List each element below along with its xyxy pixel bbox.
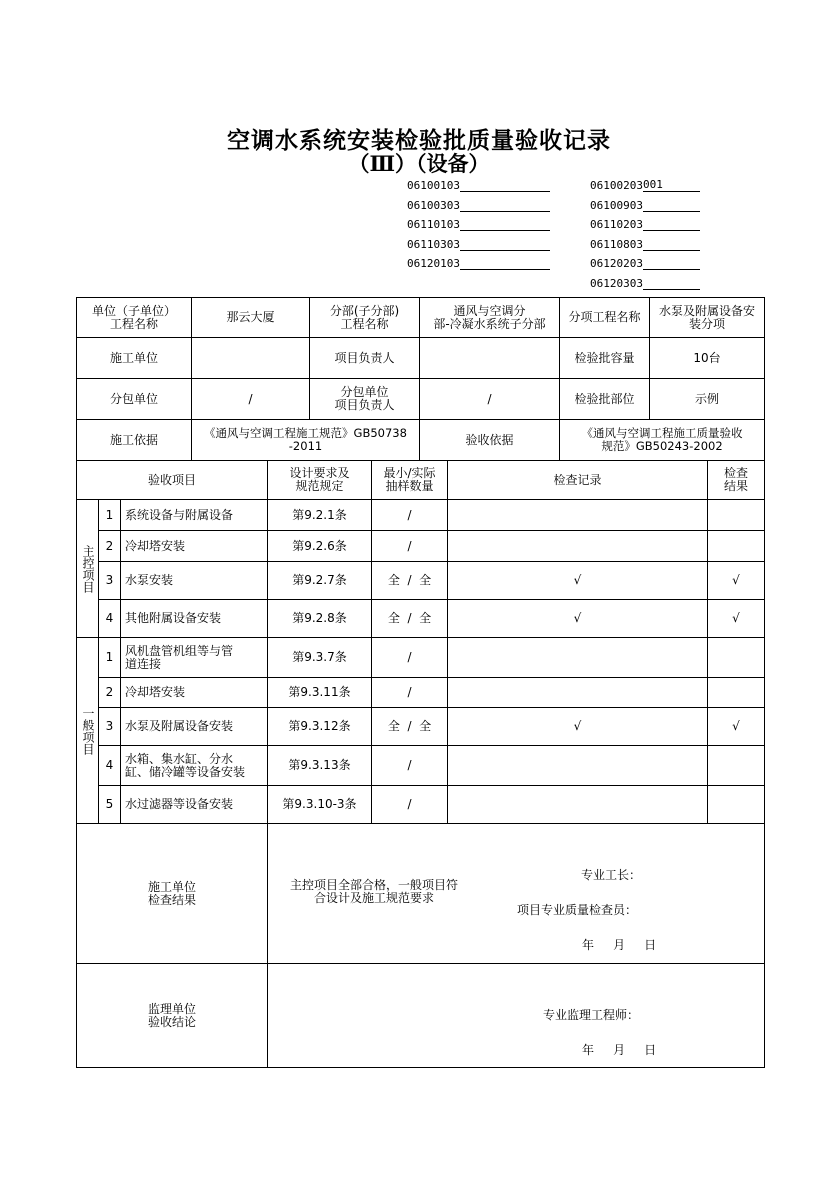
item-result: √	[708, 708, 765, 746]
subcontractor-label: 分包单位	[77, 379, 192, 420]
inspection-code-left	[407, 178, 550, 192]
code-suffix	[643, 256, 700, 270]
batch-capacity-label: 检验批容量	[560, 338, 650, 379]
item-result	[708, 786, 765, 824]
item-number: 4	[99, 746, 121, 786]
item-name: 其他附属设备安装	[121, 600, 268, 638]
inspection-code-right	[590, 256, 700, 270]
subitem-label: 分项工程名称	[560, 298, 650, 338]
construction-date: 年 月 日	[582, 938, 657, 952]
supervision-engineer-label: 专业监理工程师：	[543, 1008, 640, 1022]
item-spec: 第9.2.6条	[268, 531, 372, 562]
item-number: 1	[99, 638, 121, 678]
code-number: 06110203	[590, 218, 643, 231]
item-number: 2	[99, 531, 121, 562]
item-spec: 第9.3.7条	[268, 638, 372, 678]
item-spec: 第9.2.1条	[268, 500, 372, 531]
code-number: 06120303	[590, 276, 643, 290]
general-group-label: 一般项目	[77, 638, 99, 824]
batch-capacity-value: 10台	[650, 338, 765, 379]
code-blank-line	[460, 237, 550, 251]
item-result	[708, 638, 765, 678]
item-result: √	[708, 600, 765, 638]
col-spec-header: 设计要求及 规范规定	[268, 461, 372, 500]
item-number: 4	[99, 600, 121, 638]
item-record	[448, 746, 708, 786]
unit-value: 那云大厦	[192, 298, 310, 338]
subcontractor-value: /	[192, 379, 310, 420]
item-record: √	[448, 600, 708, 638]
table-row	[77, 638, 765, 678]
table-row	[77, 600, 765, 638]
item-spec: 第9.3.10-3条	[268, 786, 372, 824]
construction-check-label: 施工单位 检查结果	[77, 824, 268, 964]
code-suffix	[643, 198, 700, 212]
sub-pm-value: /	[420, 379, 560, 420]
item-record	[448, 678, 708, 708]
contractor-label: 施工单位	[77, 338, 192, 379]
code-suffix	[643, 217, 700, 231]
division-label: 分部(子分部) 工程名称	[310, 298, 420, 338]
item-sample: 全 / 全	[372, 708, 448, 746]
code-blank-line	[460, 178, 550, 192]
document-title: 空调水系统安装检验批质量验收记录	[227, 127, 611, 154]
code-blank-line	[460, 256, 550, 270]
item-name: 冷却塔安装	[121, 531, 268, 562]
division-value: 通风与空调分 部-冷凝水系统子分部	[420, 298, 560, 338]
code-blank-line	[460, 198, 550, 212]
code-number: 06100903	[590, 198, 643, 212]
supervision-check-content	[268, 964, 765, 1068]
header-table	[76, 297, 765, 461]
table-row	[77, 786, 765, 824]
inspection-table	[76, 460, 765, 1068]
item-spec: 第9.3.11条	[268, 678, 372, 708]
item-name: 水箱、集水缸、分水 缸、储冷罐等设备安装	[121, 746, 268, 786]
inspection-code-right	[590, 178, 700, 192]
item-name: 风机盘管机组等与管 道连接	[121, 638, 268, 678]
inspection-code-right	[590, 237, 700, 251]
item-sample: /	[372, 500, 448, 531]
item-spec: 第9.2.7条	[268, 562, 372, 600]
inspection-code-right	[590, 198, 700, 212]
code-number: 06110803	[590, 237, 643, 251]
main-control-group-label: 主控项目	[77, 500, 99, 638]
inspection-code-right	[590, 276, 700, 290]
item-name: 冷却塔安装	[121, 678, 268, 708]
item-number: 1	[99, 500, 121, 531]
item-name: 水泵及附属设备安装	[121, 708, 268, 746]
item-record	[448, 638, 708, 678]
sub-pm-label: 分包单位 项目负责人	[310, 379, 420, 420]
code-suffix	[643, 276, 700, 290]
code-blank-line	[460, 217, 550, 231]
foreman-label: 专业工长：	[581, 868, 642, 882]
item-spec: 第9.2.8条	[268, 600, 372, 638]
document-subtitle: （Ⅲ）（设备）	[348, 151, 490, 176]
table-row	[77, 562, 765, 600]
table-row	[77, 531, 765, 562]
item-name: 系统设备与附属设备	[121, 500, 268, 531]
unit-label: 单位（子单位） 工程名称	[77, 298, 192, 338]
code-number: 06120103	[407, 257, 460, 270]
col-result-header: 检查 结果	[708, 461, 765, 500]
pm-value	[420, 338, 560, 379]
table-row	[77, 500, 765, 531]
basis-label: 施工依据	[77, 420, 192, 461]
item-record: √	[448, 562, 708, 600]
code-number: 06100203	[590, 179, 643, 192]
item-sample: /	[372, 638, 448, 678]
col-record-header: 检查记录	[448, 461, 708, 500]
code-number: 06110303	[407, 237, 460, 251]
item-sample: /	[372, 746, 448, 786]
item-sample: /	[372, 531, 448, 562]
col-item-header: 验收项目	[77, 461, 268, 500]
acceptance-basis-value: 《通风与空调工程施工质量验收 规范》GB50243-2002	[560, 420, 765, 461]
contractor-value	[192, 338, 310, 379]
item-result	[708, 678, 765, 708]
supervision-date: 年 月 日	[582, 1043, 657, 1057]
construction-check-content	[268, 824, 765, 964]
subitem-value: 水泵及附属设备安 装分项	[650, 298, 765, 338]
item-result	[708, 531, 765, 562]
item-result	[708, 500, 765, 531]
item-record	[448, 500, 708, 531]
item-spec: 第9.3.13条	[268, 746, 372, 786]
inspection-code-left	[407, 198, 550, 212]
batch-location-value: 示例	[650, 379, 765, 420]
item-sample: 全 / 全	[372, 600, 448, 638]
code-number: 06100303	[407, 198, 460, 212]
construction-check-row	[77, 824, 765, 964]
supervision-check-row	[77, 964, 765, 1068]
item-name: 水泵安装	[121, 562, 268, 600]
code-number: 06110103	[407, 218, 460, 231]
construction-conclusion: 主控项目全部合格，一般项目符 合设计及施工规范要求	[289, 878, 458, 905]
item-sample: /	[372, 678, 448, 708]
code-number: 06120203	[590, 257, 643, 270]
item-record	[448, 786, 708, 824]
quality-inspector-label: 项目专业质量检查员：	[517, 903, 638, 917]
batch-location-label: 检验批部位	[560, 379, 650, 420]
basis-value: 《通风与空调工程施工规范》GB50738 -2011	[192, 420, 420, 461]
supervision-check-label: 监理单位 验收结论	[77, 964, 268, 1068]
item-sample: /	[372, 786, 448, 824]
item-spec: 第9.3.12条	[268, 708, 372, 746]
code-number: 06100103	[407, 179, 460, 192]
item-number: 2	[99, 678, 121, 708]
acceptance-basis-label: 验收依据	[420, 420, 560, 461]
item-number: 3	[99, 708, 121, 746]
item-result: √	[708, 562, 765, 600]
table-row	[77, 708, 765, 746]
item-result	[708, 746, 765, 786]
item-name: 水过滤器等设备安装	[121, 786, 268, 824]
item-record	[448, 531, 708, 562]
inspection-code-left	[407, 217, 550, 231]
code-suffix: 001	[643, 178, 700, 192]
item-number: 3	[99, 562, 121, 600]
code-suffix	[643, 237, 700, 251]
col-sample-header: 最小/实际 抽样数量	[372, 461, 448, 500]
inspection-code-right	[590, 217, 700, 231]
table-row	[77, 746, 765, 786]
table-row	[77, 678, 765, 708]
inspection-code-left	[407, 256, 550, 270]
item-sample: 全 / 全	[372, 562, 448, 600]
item-record: √	[448, 708, 708, 746]
pm-label: 项目负责人	[310, 338, 420, 379]
inspection-code-left	[407, 237, 550, 251]
item-number: 5	[99, 786, 121, 824]
